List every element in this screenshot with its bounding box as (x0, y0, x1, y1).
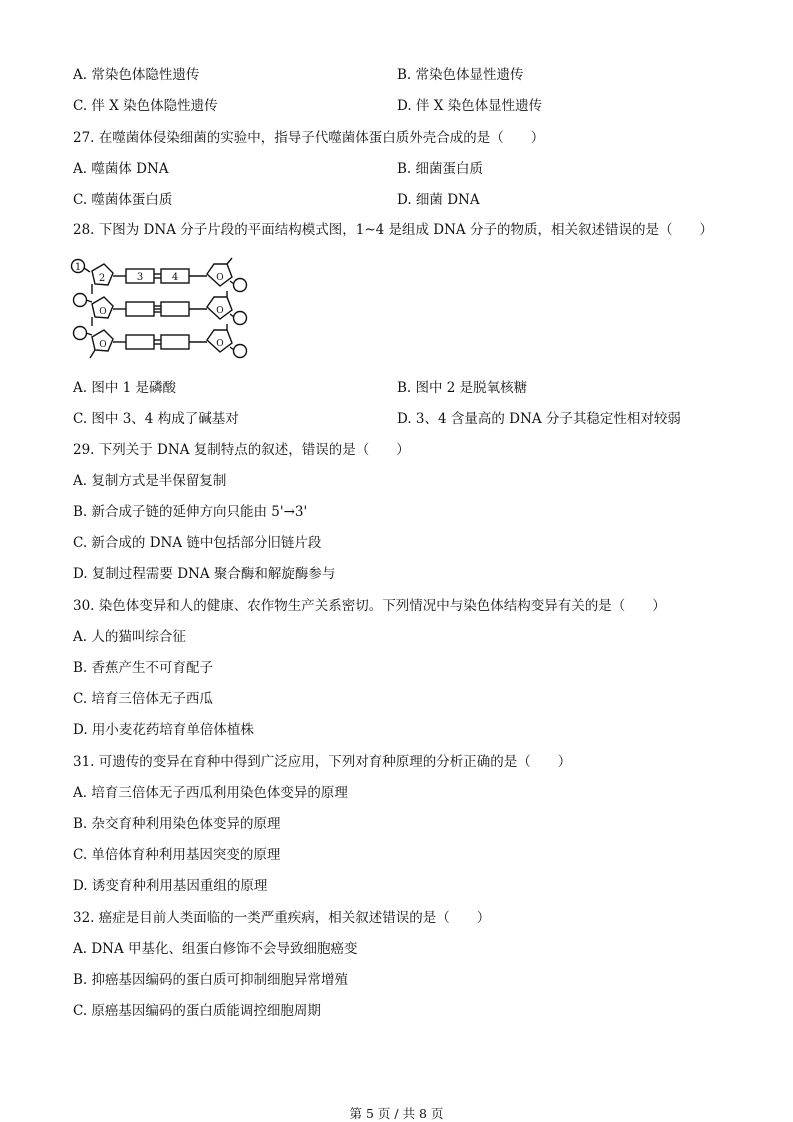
label-2: 2 (98, 273, 106, 284)
q30-option-a: A. 人的猫叫综合征 (73, 629, 186, 645)
q28-option-c: C. 图中 3、4 构成了碱基对 (73, 411, 239, 427)
q26-option-a: A. 常染色体隐性遗传 (73, 67, 200, 83)
q32-option-c: C. 原癌基因编码的蛋白质能调控细胞周期 (73, 1003, 321, 1019)
ring-o-label: O (99, 340, 107, 350)
q28-stem: 28. 下图为 DNA 分子片段的平面结构模式图，1~4 是组成 DNA 分子的物质，相关叙述错误的是（ ） (73, 222, 713, 238)
phosphate-circle-right (234, 312, 247, 325)
ring-o-label: O (216, 339, 224, 349)
label-4: 4 (171, 272, 179, 283)
ring-o-label: O (99, 307, 107, 317)
dna-structure-diagram (70, 256, 250, 364)
q30-stem: 30. 染色体变异和人的健康、农作物生产关系密切。下列情况中与染色体结构变异有关的是（ ） (73, 598, 666, 614)
q31-option-d: D. 诱变育种利用基因重组的原理 (73, 878, 268, 894)
ring-o-label: O (216, 306, 224, 316)
q26-option-d: D. 伴 X 染色体显性遗传 (397, 98, 543, 114)
ring-o-label: O (216, 273, 224, 283)
q30-option-d: D. 用小麦花药培育单倍体植株 (73, 722, 254, 738)
phosphate-circle-right (234, 279, 247, 292)
q26-option-c: C. 伴 X 染色体隐性遗传 (73, 98, 218, 114)
base-box (126, 302, 154, 316)
q27-option-a: A. 噬菌体 DNA (73, 161, 169, 177)
label-3: 3 (136, 272, 144, 283)
base-box (126, 335, 154, 349)
q31-option-b: B. 杂交育种利用染色体变异的原理 (73, 816, 281, 832)
q27-option-d: D. 细菌 DNA (397, 192, 480, 208)
q29-option-d: D. 复制过程需要 DNA 聚合酶和解旋酶参与 (73, 566, 336, 582)
q28-option-d: D. 3、4 含量高的 DNA 分子其稳定性相对较弱 (397, 411, 681, 427)
base-box (161, 335, 189, 349)
base-box (161, 302, 189, 316)
q28-option-a: A. 图中 1 是磷酸 (73, 380, 177, 396)
q27-option-b: B. 细菌蛋白质 (397, 161, 484, 177)
q29-option-c: C. 新合成的 DNA 链中包括部分旧链片段 (73, 535, 322, 551)
q29-option-b: B. 新合成子链的延伸方向只能由 5'→3' (73, 504, 308, 520)
label-1: 1 (74, 262, 82, 273)
q31-option-c: C. 单倍体育种利用基因突变的原理 (73, 847, 281, 863)
q27-stem: 27. 在噬菌体侵染细菌的实验中，指导子代噬菌体蛋白质外壳合成的是（ ） (73, 130, 545, 146)
q30-option-c: C. 培育三倍体无子西瓜 (73, 691, 213, 707)
q32-option-b: B. 抑癌基因编码的蛋白质可抑制细胞异常增殖 (73, 972, 349, 988)
q30-option-b: B. 香蕉产生不可育配子 (73, 660, 214, 676)
q31-option-a: A. 培育三倍体无子西瓜利用染色体变异的原理 (73, 785, 348, 801)
phosphate-circle (74, 327, 87, 340)
q32-option-a: A. DNA 甲基化、组蛋白修饰不会导致细胞癌变 (73, 941, 358, 957)
phosphate-circle-right (234, 345, 247, 358)
q32-stem: 32. 癌症是目前人类面临的一类严重疾病，相关叙述错误的是（ ） (73, 910, 491, 926)
q26-option-b: B. 常染色体显性遗传 (397, 67, 524, 83)
phosphate-circle (74, 294, 87, 307)
q31-stem: 31. 可遗传的变异在育种中得到广泛应用，下列对育种原理的分析正确的是（ ） (73, 754, 572, 770)
q29-option-a: A. 复制方式是半保留复制 (73, 473, 227, 489)
q27-option-c: C. 噬菌体蛋白质 (73, 192, 173, 208)
page-number-footer: 第 5 页 / 共 8 页 (349, 1106, 444, 1121)
q28-option-b: B. 图中 2 是脱氧核糖 (397, 380, 528, 396)
q29-stem: 29. 下列关于 DNA 复制特点的叙述，错误的是（ ） (73, 442, 410, 458)
